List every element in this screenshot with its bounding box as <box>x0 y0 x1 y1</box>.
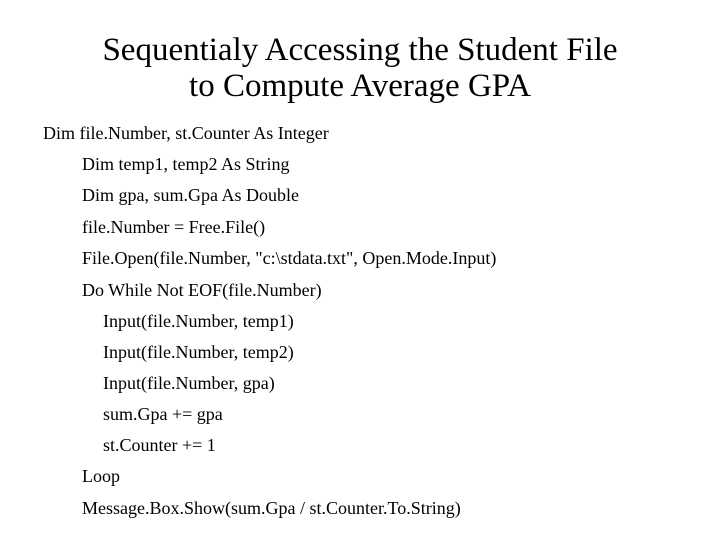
slide-title-line-1: Sequentialy Accessing the Student File <box>102 32 618 68</box>
code-line-5: File.Open(file.Number, "c:\stdata.txt", Open.Mode.Input) <box>82 248 497 268</box>
code-line-2: Dim temp1, temp2 As String <box>82 154 290 174</box>
code-line-13: Message.Box.Show(sum.Gpa / st.Counter.To.String) <box>82 498 461 518</box>
code-line-12: Loop <box>82 466 120 486</box>
slide-title-line-2: to Compute Average GPA <box>189 68 531 104</box>
code-line-9: Input(file.Number, gpa) <box>103 373 275 393</box>
code-line-6: Do While Not EOF(file.Number) <box>82 280 322 300</box>
code-line-11: st.Counter += 1 <box>103 435 216 455</box>
code-line-3: Dim gpa, sum.Gpa As Double <box>82 185 299 205</box>
code-line-4: file.Number = Free.File() <box>82 217 266 237</box>
code-line-1: Dim file.Number, st.Counter As Integer <box>43 123 329 143</box>
code-line-7: Input(file.Number, temp1) <box>103 311 294 331</box>
code-line-10: sum.Gpa += gpa <box>103 404 223 424</box>
code-line-8: Input(file.Number, temp2) <box>103 342 294 362</box>
